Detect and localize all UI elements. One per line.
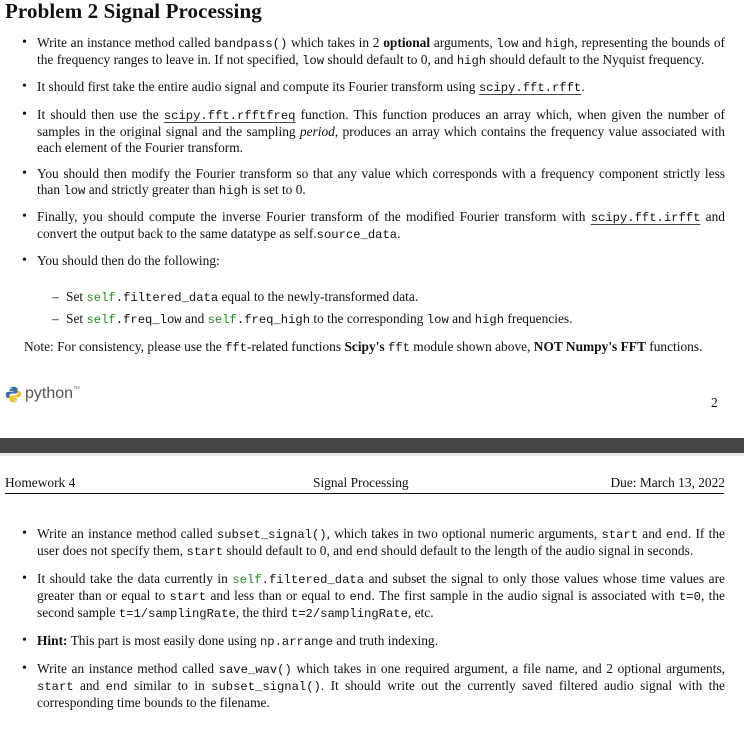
bullet-bandpass: • Write an instance method called bandpass() which takes in 2 optional arguments, low and high, representing the bounds of the frequency ranges to leave in. If not specified, low should default to 0, and high should default to the Nyquist frequency. bbox=[37, 35, 725, 69]
bullet-rfft: • It should first take the entire audio signal and compute its Fourier transform using scipy.fft.rfft. bbox=[37, 79, 725, 96]
bullet-subset-signal: • Write an instance method called subset_signal(), which takes in two optional numeric arguments, start and end. If the user does not specify them, start should default to 0, and end should default to the length of the audio signal in seconds. bbox=[37, 526, 725, 560]
python-logo bbox=[5, 383, 80, 405]
header-due-date: Due: March 13, 2022 bbox=[610, 475, 725, 490]
link-scipy-irfft[interactable]: scipy.fft.irfft bbox=[590, 211, 701, 225]
link-scipy-rfftfreq[interactable]: scipy.fft.rfftfreq bbox=[163, 109, 296, 123]
dash-filtered-data: – Set self.filtered_data equal to the newly-transformed data. bbox=[66, 289, 726, 306]
header-rule bbox=[5, 493, 724, 494]
header-course: Homework 4 bbox=[5, 475, 76, 490]
python-logo-tm: ™ bbox=[73, 385, 81, 393]
bullet-rfftfreq: • It should then use the scipy.fft.rfftfreq function. This function produces an array which, when given the number of samples in the original signal and the sampling period, produces an array which contains the frequency value associated with each element of the Fourier transform. bbox=[37, 107, 725, 156]
bullet-list-top bbox=[37, 35, 725, 269]
dash-freq: – Set self.freq_low and self.freq_high to the corresponding low and high frequencies. bbox=[66, 311, 726, 328]
problem-title: Problem 2 Signal Processing bbox=[5, 0, 262, 23]
page-number: 2 bbox=[711, 395, 718, 410]
python-logo-text: python bbox=[25, 385, 74, 402]
bullet-modify: • You should then modify the Fourier transform so that any value which corresponds with a frequency component strictly less than low and strictly greater than high is set to 0. bbox=[37, 166, 725, 199]
bullet-list-bottom bbox=[37, 526, 725, 711]
python-snake-icon bbox=[5, 386, 22, 403]
page-separator bbox=[0, 438, 744, 453]
dash-list bbox=[66, 289, 726, 328]
page-separator-shadow bbox=[0, 453, 744, 456]
bullet-irfft: • Finally, you should compute the inverse Fourier transform of the modified Fourier transform with scipy.fft.irfft and convert the output back to the same datatype as self.source_data. bbox=[37, 209, 725, 243]
page-header bbox=[5, 475, 725, 492]
bullet-hint: • Hint: This part is most easily done using np.arrange and truth indexing. bbox=[37, 633, 725, 650]
bullet-following: • You should then do the following: bbox=[37, 253, 725, 269]
link-scipy-rfft[interactable]: scipy.fft.rfft bbox=[478, 81, 582, 95]
bullet-save-wav: • Write an instance method called save_wav() which takes in one required argument, a file name, and 2 optional arguments, start and end similar to in subset_signal(). It should write out the currently saved filtered audio signal with the corresponding time bounds to the filename. bbox=[37, 661, 725, 711]
header-topic: Signal Processing bbox=[313, 475, 409, 490]
bullet-subset-data: • It should take the data currently in self.filtered_data and subset the signal to only those values whose time values are greater than or equal to start and less than or equal to end. The first sample in the audio signal is associated with t=0, the second sample t=1/samplingRate, the third t=2/samplingRate, etc. bbox=[37, 571, 725, 622]
consistency-note: Note: For consistency, please use the fft-related functions Scipy's fft module shown above, NOT Numpy's FFT functions. bbox=[24, 339, 703, 355]
